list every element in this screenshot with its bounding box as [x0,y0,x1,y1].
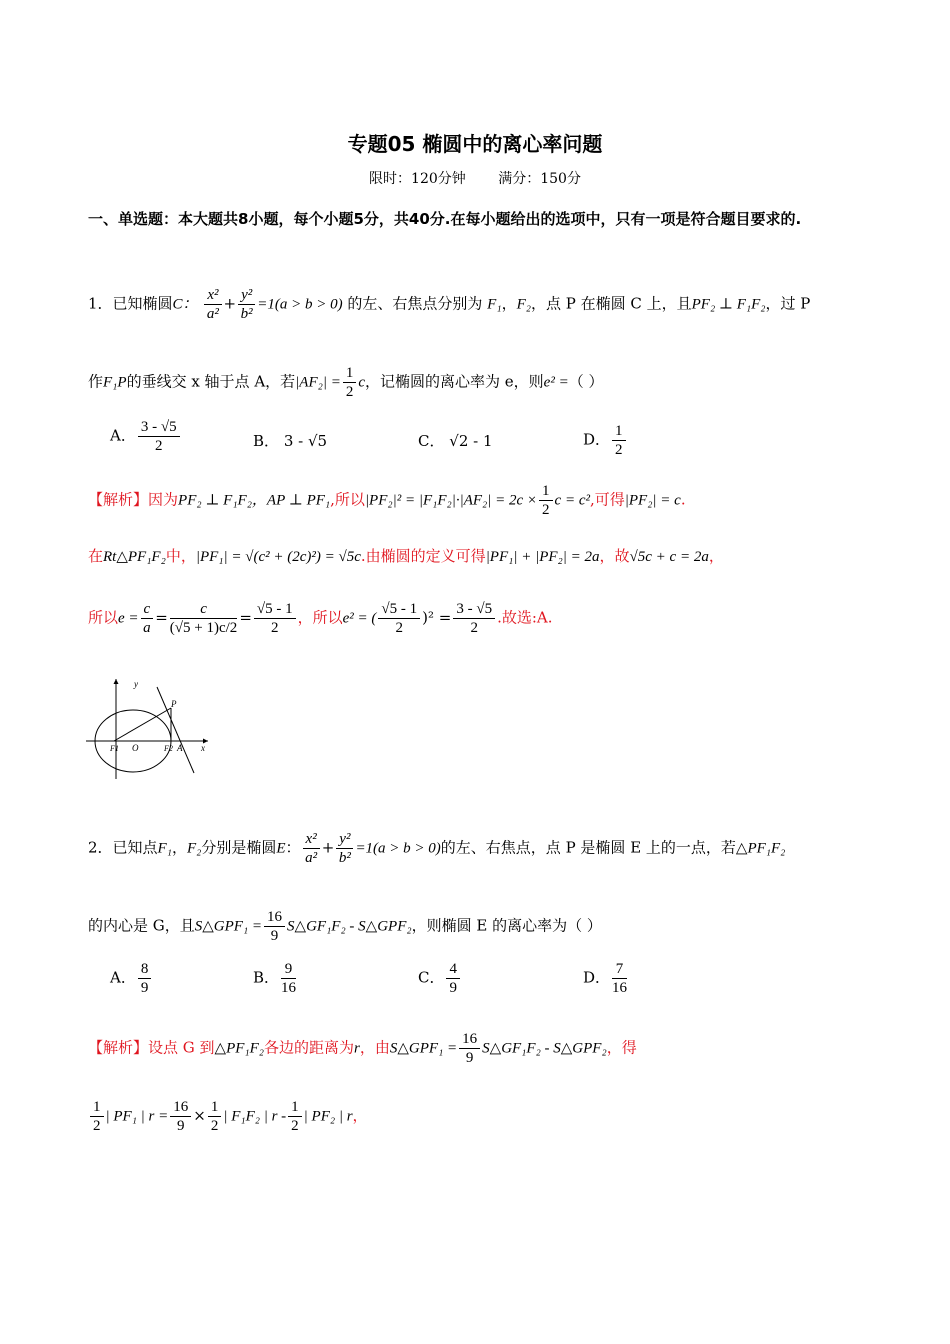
q1-line1: 1．已知椭圆C： $\frac{\text{x²}}{\text{a²}}$ + $\frac{\text{y²}}{\text{b²}}$ =1(a > b > 0) 的左、右焦点分别为 F₁，F₂，点 P 在椭圆 C 上，且PF₂ ⊥ F₁F₂，过 P [88,287,811,322]
section-heading: 一、单选题：本大题共8小题，每个小题5分，共40分.在每小题给出的选项中，只有一项是符合题目要求的. [88,210,802,228]
q1-analysis-line1: 【解析】因为PF₂ ⊥ F₁F₂，AP ⊥ PF₁,所以|PF₂|² = |F₁F₂|·|AF₂| = 2c × $\frac{1}{2}$ c = c²,可得|PF₂| = c. [88,483,686,518]
q1-analysis-line3: 所以e = $\frac{c}{a}$ = $\frac{c}{(√5 + 1)c/2}$ = $\frac{√5 - 1}{2}$ ，所以e² = ( $\frac{√5 - 1}{2}$ )² = $\frac{3 - √5}{2}$ .故选:A. [88,601,553,636]
q2-line1: 2．已知点F₁，F₂分别是椭圆E： $\frac{\text{x²}}{\text{a²}}$ + $\frac{\text{y²}}{\text{b²}}$ =1(a > b > 0)的左、右焦点，点 P 是椭圆 E 上的一点，若△PF₁F₂ [88,831,786,866]
fig-label-p: P [171,699,177,709]
q2-option-a: A． $\frac{8}{9}$ [110,960,153,997]
q1-option-b: B． 3 - √5 [253,432,328,450]
q1-line2: 作F₁P的垂线交 x 轴于点 A，若|AF₂| = $\frac{1}{2}$ c，记椭圆的离心率为 e，则e² =（ ） [88,365,604,400]
page-subtitle [0,168,950,188]
q1-option-a: A． $\frac{3 - √5}{2}$ [110,418,182,455]
page-title: 专题05 椭圆中的离心率问题 [347,132,603,156]
fig-label-f2: F2 [164,744,173,753]
time-limit: 限时：120分钟 [369,171,466,187]
ellipse-figure [84,675,214,785]
q2-analysis-line1: 【解析】设点 G 到△PF₁F₂各边的距离为r，由S△GPF₁ = $\frac{16}{9}$ S△GF₁F₂ - S△GPF₂，得 [88,1031,637,1066]
fig-label-a: A [177,743,183,753]
q2-line2: 的内心是 G，且S△GPF₁ = $\frac{16}{9}$ S△GF₁F₂ - S△GPF₂，则椭圆 E 的离心率为（ ） [88,909,602,944]
q1-option-d: D． $\frac{1}{2}$ [583,422,628,459]
q1-analysis-line2: 在Rt△PF₁F₂中，|PF₁| = √(c² + (2c)²) = √5c.由椭圆的定义可得|PF₁| + |PF₂| = 2a，故√5c + c = 2a， [88,547,724,565]
q1-option-c: C． √2 - 1 [418,432,493,450]
fig-label-o: O [132,743,139,753]
q2-option-c: C． $\frac{4}{9}$ [418,960,462,997]
fig-label-f1: F1 [110,744,119,753]
full-score: 满分：150分 [498,171,581,187]
fig-label-y: y [134,679,138,689]
q2-option-b: B． $\frac{9}{16}$ [253,961,297,996]
q2-analysis-line2: $\frac{1}{2}$ | PF₁ | r = $\frac{16}{9}$ × $\frac{1}{2}$ | F₁F₂ | r - $\frac{1}{2}$ | PF₂ | r， [88,1098,368,1135]
q2-option-d: D． $\frac{7}{16}$ [583,961,628,996]
fig-label-x: x [201,743,205,753]
